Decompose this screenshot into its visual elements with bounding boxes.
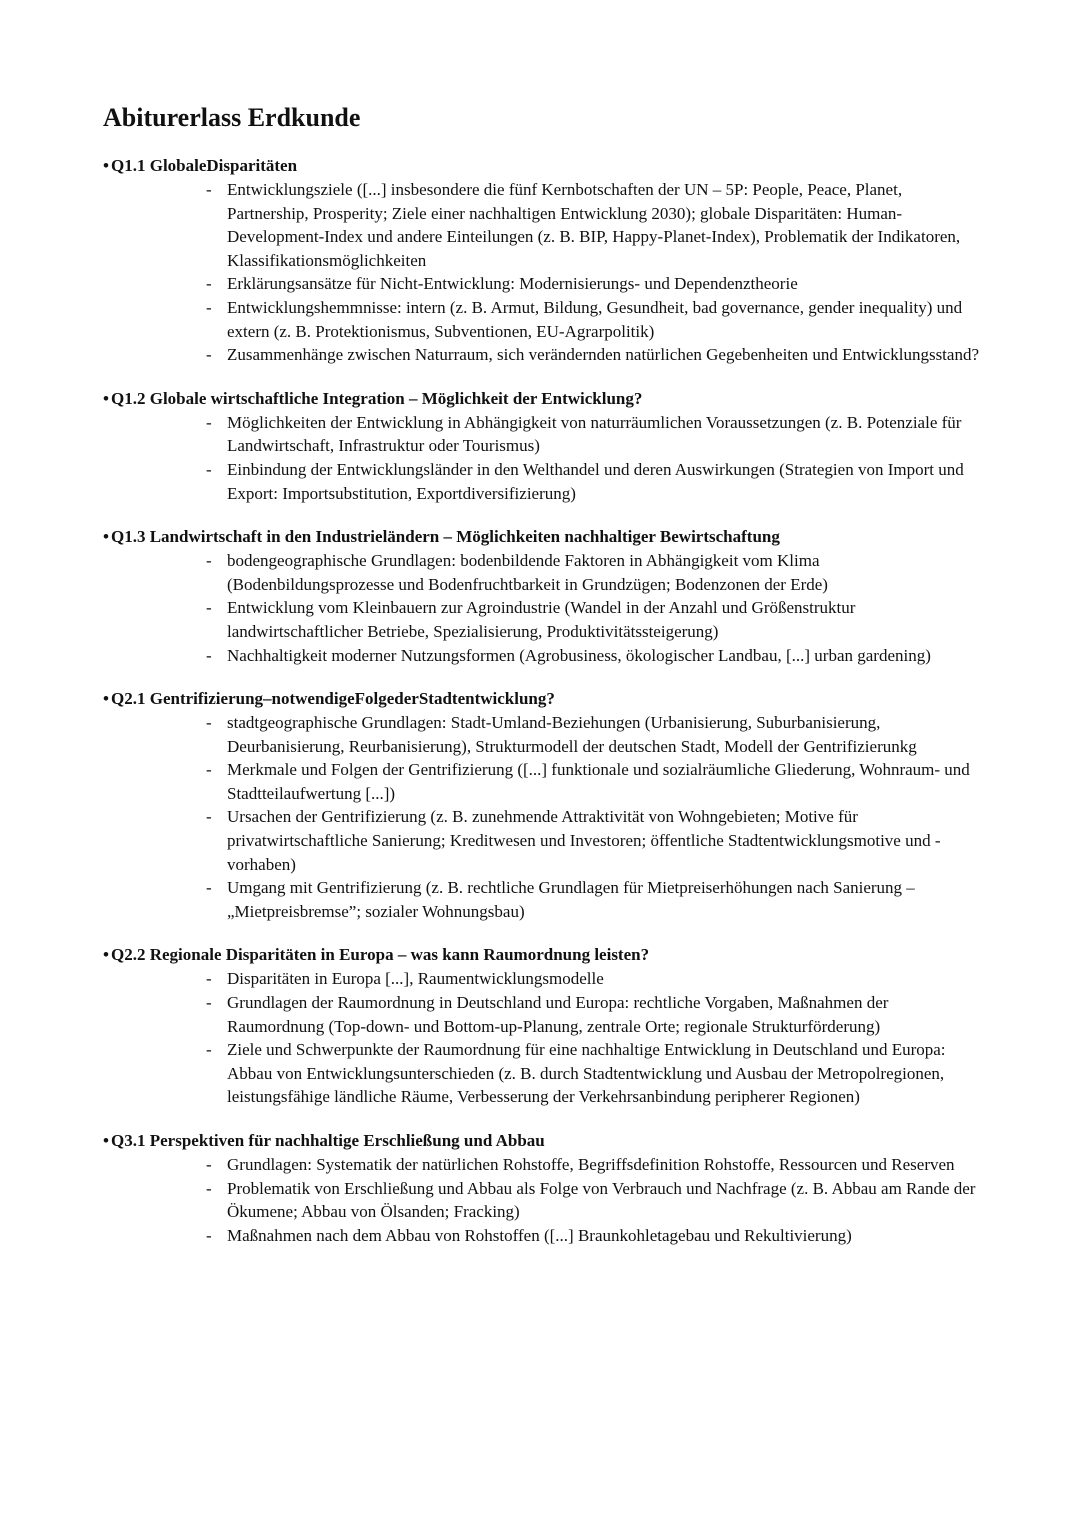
dash-icon: -: [206, 180, 212, 199]
list-item-text: Zusammenhänge zwischen Naturraum, sich verändernden natürlichen Gegebenheiten und Entwicklungsstand?: [227, 345, 979, 365]
bullet-icon: •: [103, 689, 109, 709]
list-item: [206, 805, 983, 876]
list-item-text: Umgang mit Gentrifizierung (z. B. rechtliche Grundlagen für Mietpreiserhöhungen nach Sanierung – „Mietpreisbremse”; sozialer Wohnungsbau): [227, 878, 915, 921]
list-item: [206, 272, 983, 296]
section: [103, 154, 983, 367]
section: [103, 1129, 983, 1247]
document-title: Abiturerlass Erdkunde: [103, 103, 361, 132]
list-item-text: Möglichkeiten der Entwicklung in Abhängigkeit von naturräumlichen Voraussetzungen (z. B. Potenziale für Landwirtschaft, Infrastruktur oder Tourismus): [227, 412, 962, 456]
section-heading: [103, 943, 983, 967]
section-heading-text: Q1.1 GlobaleDisparitäten: [111, 156, 298, 175]
list-item-text: Entwicklung vom Kleinbauern zur Agroindustrie (Wandel in der Anzahl und Größenstruktur landwirtschaftlicher Betriebe, Spezialisierung, Produktivitätssteigerung): [227, 598, 856, 641]
list-item-text: Ziele und Schwerpunkte der Raumordnung für eine nachhaltige Entwicklung in Deutschland und Europa: Abbau von Entwicklungsunterschieden (z. B. durch Stadtentwicklung und Ausbau der Metropolregionen, leistungsfähige ländliche Räume, Verbesserung der Verkehrsanbindung peripherer Regionen): [227, 1040, 946, 1107]
list-item-text: Problematik von Erschließung und Abbau als Folge von Verbrauch und Nachfrage (z. B. Abbau am Rande der Ökumene; Abbau von Ölsanden; Fracking): [227, 1178, 976, 1222]
dash-icon: -: [206, 1225, 212, 1245]
section: [103, 387, 983, 505]
section-list: [103, 1153, 983, 1247]
document-page: [103, 100, 983, 1267]
section: [103, 943, 983, 1109]
bullet-icon: •: [103, 388, 109, 408]
sections-container: [103, 154, 983, 1247]
section-heading: [103, 1129, 983, 1153]
list-item: [206, 458, 983, 505]
bullet-icon: •: [103, 1131, 109, 1150]
list-item-text: Erklärungsansätze für Nicht-Entwicklung: Modernisierungs- und Dependenztheorie: [227, 274, 798, 294]
list-item-text: Entwicklungsziele ([...] insbesondere die fünf Kernbotschaften der UN – 5P: People, Peace, Planet, Partnership, Prosperity; Ziele einer nachhaltigen Entwicklung 2030); globale Disparitäten: Human-Development-Index und andere Einteilungen (z. B. BIP, Happy-Planet-Index), Problematik der Indikatoren, Klassifikationsmöglichkeiten: [227, 180, 961, 270]
list-item: [206, 758, 983, 805]
dash-icon: -: [206, 1178, 212, 1198]
section-heading-text: Q1.3 Landwirtschaft in den Industrieländern – Möglichkeiten nachhaltiger Bewirtschaftung: [111, 527, 780, 547]
list-item: [206, 1153, 983, 1177]
section-heading: [103, 687, 983, 711]
list-item: [206, 549, 983, 596]
list-item: [206, 1038, 983, 1109]
list-item-text: Ursachen der Gentrifizierung (z. B. zunehmende Attraktivität von Wohngebieten; Motive für privatwirtschaftliche Sanierung; Kreditwesen und Investoren; öffentliche Stadtentwicklungsmotive und -vorhaben): [227, 807, 941, 874]
section-heading: [103, 154, 983, 178]
list-item: [206, 876, 983, 923]
list-item-text: Disparitäten in Europa [...], Raumentwicklungsmodelle: [227, 969, 604, 989]
section-list: [103, 711, 983, 923]
dash-icon: -: [206, 1155, 212, 1174]
list-item: [206, 1224, 983, 1248]
section-list: [103, 967, 983, 1109]
dash-icon: -: [206, 297, 212, 317]
dash-icon: -: [206, 459, 212, 479]
bullet-icon: •: [103, 945, 109, 965]
list-item: [206, 967, 983, 991]
list-item: [206, 991, 983, 1038]
section-heading-text: Q2.2 Regionale Disparitäten in Europa – was kann Raumordnung leisten?: [111, 945, 650, 965]
list-item: [206, 1177, 983, 1224]
list-item: [206, 343, 983, 367]
dash-icon: -: [206, 878, 212, 898]
dash-icon: -: [206, 807, 212, 827]
bullet-icon: •: [103, 156, 109, 175]
dash-icon: -: [206, 713, 212, 733]
section-heading-text: Q3.1 Perspektiven für nachhaltige Erschließung und Abbau: [111, 1131, 545, 1150]
dash-icon: -: [206, 760, 212, 780]
section-list: [103, 178, 983, 367]
list-item-text: bodengeographische Grundlagen: bodenbildende Faktoren in Abhängigkeit vom Klima (Bodenbildungsprozesse und Bodenfruchtbarkeit in Grundzügen; Bodenzonen der Erde): [227, 551, 828, 594]
bullet-icon: •: [103, 527, 109, 547]
list-item-text: Grundlagen der Raumordnung in Deutschland und Europa: rechtliche Vorgaben, Maßnahmen der Raumordnung (Top-down- und Bottom-up-Planung, zentrale Orte; regionale Strukturförderung): [227, 993, 889, 1036]
section-heading-text: Q2.1 Gentrifizierung–notwendigeFolgederStadtentwicklung?: [111, 689, 555, 709]
dash-icon: -: [206, 969, 212, 989]
list-item-text: stadtgeographische Grundlagen: Stadt-Umland-Beziehungen (Urbanisierung, Suburbanisierung, Deurbanisierung, Reurbanisierung), Strukturmodell der deutschen Stadt, Modell der Gentrifizierunkg: [227, 713, 917, 756]
list-item: [206, 178, 983, 272]
section: [103, 525, 983, 667]
section-heading: [103, 525, 983, 549]
list-item-text: Maßnahmen nach dem Abbau von Rohstoffen ([...] Braunkohletagebau und Rekultivierung): [227, 1225, 852, 1245]
dash-icon: -: [206, 412, 212, 432]
dash-icon: -: [206, 598, 212, 618]
dash-icon: -: [206, 1040, 212, 1060]
list-item: [206, 411, 983, 458]
list-item-text: Grundlagen: Systematik der natürlichen Rohstoffe, Begriffsdefinition Rohstoffe, Ressourcen und Reserven: [227, 1155, 955, 1174]
section-heading-text: Q1.2 Globale wirtschaftliche Integration – Möglichkeit der Entwicklung?: [111, 388, 643, 408]
list-item-text: Nachhaltigkeit moderner Nutzungsformen (Agrobusiness, ökologischer Landbau, [...] urban gardening): [227, 645, 931, 665]
list-item: [206, 644, 983, 668]
list-item-text: Entwicklungshemmnisse: intern (z. B. Armut, Bildung, Gesundheit, bad governance, gender inequality) und extern (z. B. Protektionismus, Subventionen, EU-Agrarpolitik): [227, 297, 963, 341]
list-item: [206, 596, 983, 643]
dash-icon: -: [206, 993, 212, 1013]
dash-icon: -: [206, 551, 212, 571]
section-heading: [103, 387, 983, 411]
dash-icon: -: [206, 345, 212, 365]
section: [103, 687, 983, 923]
list-item-text: Merkmale und Folgen der Gentrifizierung ([...] funktionale und sozialräumliche Gliederung, Wohnraum- und Stadtteilaufwertung [...]): [227, 760, 970, 803]
list-item: [206, 296, 983, 343]
section-list: [103, 549, 983, 667]
dash-icon: -: [206, 274, 212, 294]
section-list: [103, 411, 983, 505]
dash-icon: -: [206, 645, 212, 665]
list-item-text: Einbindung der Entwicklungsländer in den Welthandel und deren Auswirkungen (Strategien von Import und Export: Importsubstitution, Exportdiversifizierung): [227, 459, 964, 503]
list-item: [206, 711, 983, 758]
